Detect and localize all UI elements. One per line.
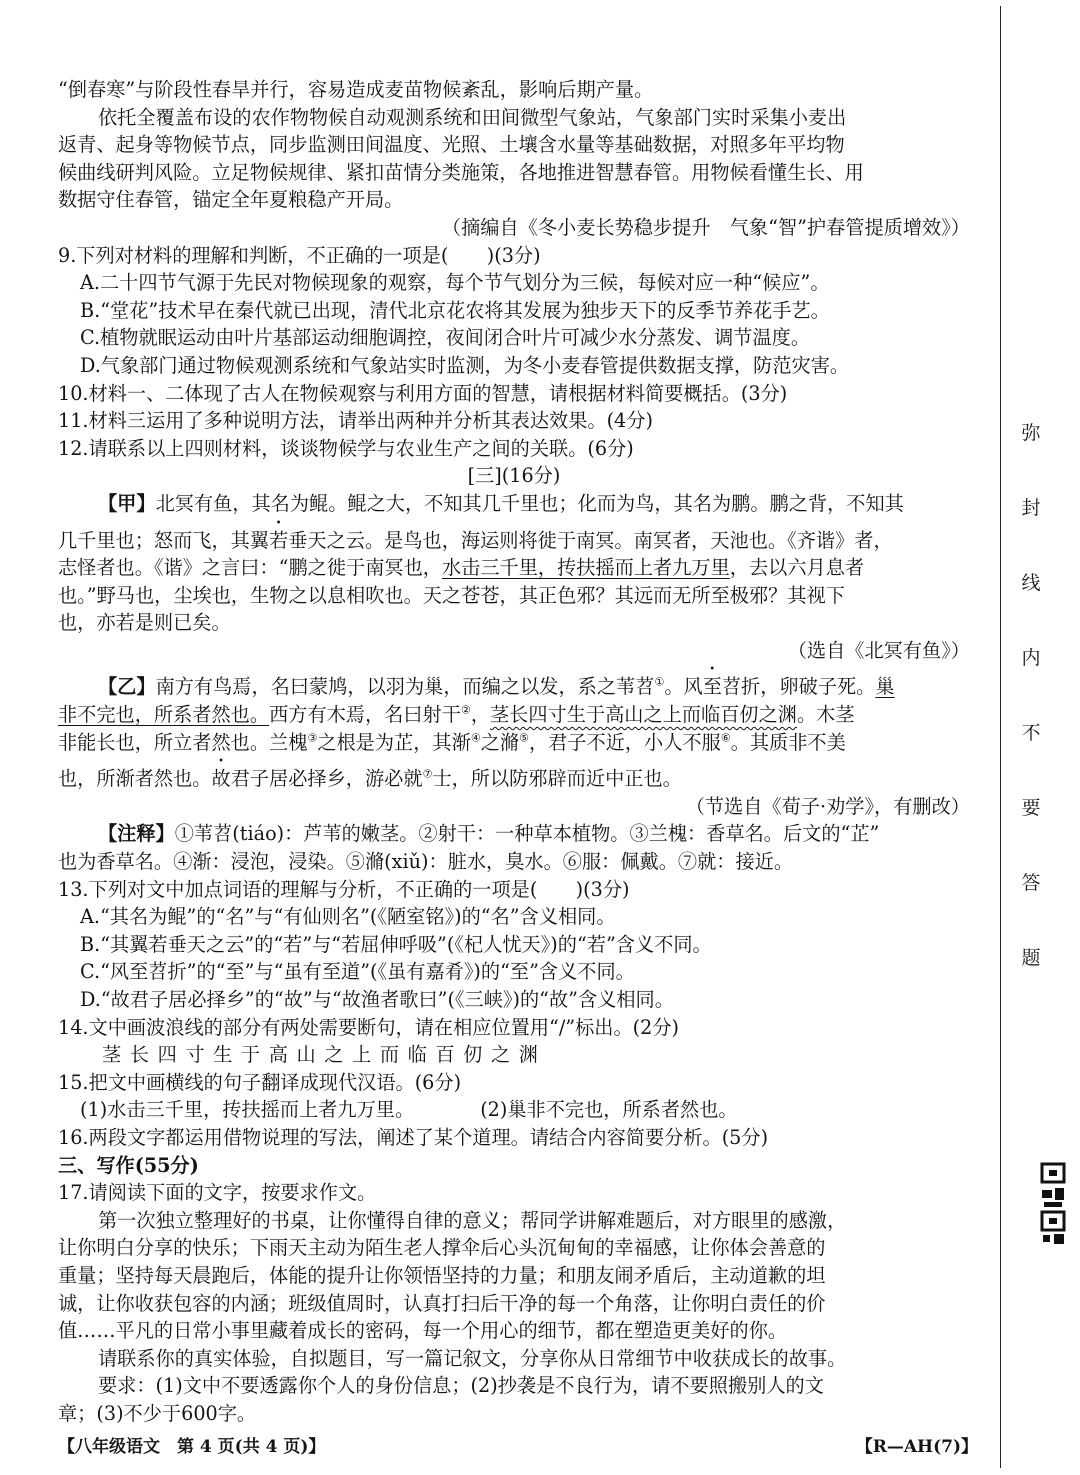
option-b: B.“堂花”技术早在秦代就已出现，清代北京花农将其发展为独步天下的反季节养花手艺。 <box>80 298 830 322</box>
margin-char: 内 <box>1021 647 1041 669</box>
source-note: （选自《北冥有鱼》） <box>787 638 970 662</box>
question-15: 15.把文中画横线的句子翻译成现代汉语。(6分) <box>58 1070 462 1094</box>
translation-items: (1)水击三千里，抟扶摇而上者九万里。 (2)巢非不完也，所系者然也。 <box>80 1098 738 1122</box>
text-line: 返青、起身等物候节点，同步监测田间温度、光照、土壤含水量等基础数据，对照多年平均物 <box>58 133 845 157</box>
sentence-to-punctuate: 茎长四寸生于高山之上而临百仞之渊 <box>102 1043 547 1067</box>
passage-jia-line: 【甲】北冥有鱼，其名为鲲。鲲之大，不知其几千里也；化而为鸟，其名为鹏。鹏之背，不知其 <box>98 491 904 515</box>
option-c: C.植物就眠运动由叶片基部运动细胞调控，夜间闭合叶片可减少水分蒸发、调节温度。 <box>80 326 811 350</box>
margin-char: 线 <box>1021 572 1041 594</box>
prompt-line: 重量；坚持每天晨跑后，体能的提升让你领悟坚持的力量；和朋友闹矛盾后，主动道歉的坦 <box>58 1263 826 1287</box>
passage-label: 【乙】 <box>98 675 156 699</box>
margin-char: 要 <box>1021 797 1041 819</box>
margin-char: 答 <box>1021 872 1041 894</box>
prompt-line: 要求：(1)文中不要透露你个人的身份信息；(2)抄袭是不良行为，请不要照搬别人的文 <box>98 1374 824 1398</box>
dotted-word: 若 <box>269 528 289 552</box>
question-17: 17.请阅读下面的文字，按要求作文。 <box>58 1181 377 1205</box>
option-b: B.“其翼若垂天之云”的“若”与“若屈伸呼吸”(《杞人忧天》)的“若”含义不同。 <box>80 932 712 956</box>
page-footer <box>58 1432 978 1457</box>
notes-line: 也为香草名。④渐：浸泡，浸染。⑤滫(xiǔ)：脏水，臭水。⑥服：佩戴。⑦就：接近。 <box>58 850 794 874</box>
option-c: C.“风至苕折”的“至”与“虽有至道”(《虽有嘉肴》)的“至”含义不同。 <box>80 960 635 984</box>
text-line: 候曲线研判风险。立足物候规律、紧扣苗情分类施策，各地推进智慧春管。用物候看懂生长、用 <box>58 160 864 184</box>
prompt-line: 请联系你的真实体验，自拟题目，写一篇记叙文，分享你从日常细节中收获成长的故事。 <box>98 1346 847 1370</box>
footer-right: 【R—AH(7)】 <box>855 1437 978 1457</box>
exam-content <box>58 76 970 1428</box>
underlined-sentence: 巢 <box>875 675 895 699</box>
passage-yi-line: 也，所渐者然也。故君子居必择乡，游必就⑦士，所以防邪辟而近中正也。 <box>58 767 682 791</box>
writing-heading: 三、写作(55分) <box>58 1153 199 1177</box>
margin-char: 题 <box>1021 947 1041 969</box>
notes-label: 【注释】 <box>98 822 175 846</box>
prompt-line: 章；(3)不少于600字。 <box>58 1401 257 1425</box>
passage-jia-line: 志怪者也。《谐》之言曰：“鹏之徙于南冥也，水击三千里，抟扶摇而上者九万里，去以六月息者 <box>58 556 865 580</box>
option-a: A.“其名为鲲”的“名”与“有仙则名”(《陋室铭》)的“名”含义相同。 <box>80 905 616 929</box>
passage-jia-line: 也，亦若是则已矣。 <box>58 611 231 635</box>
source-note: （节选自《荀子·劝学》，有删改） <box>685 794 970 818</box>
passage-jia-line: 也。”野马也，尘埃也，生物之以息相吹也。天之苍苍，其正色邪？其远而无所至极邪？其视下 <box>58 583 845 607</box>
qr-code-icon <box>1040 1160 1068 1250</box>
question-12: 12.请联系以上四则材料，谈谈物候学与农业生产之间的关联。(6分) <box>58 436 634 460</box>
text-line: “倒春寒”与阶段性春旱并行，容易造成麦苗物候紊乱，影响后期产量。 <box>58 78 654 101</box>
section-heading: [三](16分) <box>467 464 561 488</box>
question-13: 13.下列对文中加点词语的理解与分析，不正确的一项是( )(3分) <box>58 877 630 901</box>
source-note: （摘编自《冬小麦长势稳步提升 气象“智”护春管提质增效》） <box>441 215 970 239</box>
question-14: 14.文中画波浪线的部分有两处需要断句，请在相应位置用“/”标出。(2分) <box>58 1015 680 1039</box>
question-16: 16.两段文字都运用借物说理的写法，阐述了某个道理。请结合内容简要分析。(5分) <box>58 1125 769 1149</box>
notes-line: 【注释】①苇苕(tiáo)：芦苇的嫩茎。②射干：一种草本植物。③兰槐：香草名。后文的“芷” <box>98 822 880 846</box>
wavy-underlined-text: 茎长四寸生于高山之上而临百仞之渊 <box>490 703 797 727</box>
text-line: 依托全覆盖布设的农作物物候自动观测系统和田间微型气象站，气象部门实时采集小麦出 <box>98 105 847 129</box>
text-line: 数据守住春管，锚定全年夏粮稳产开局。 <box>58 188 404 212</box>
margin-char: 封 <box>1021 497 1041 519</box>
passage-jia-line: 几千里也；怒而飞，其翼若垂天之云。是鸟也，海运则将徙于南冥。南冥者，天池也。《齐谐》者， <box>58 528 893 552</box>
passage-yi-line: 【乙】南方有鸟焉，名曰蒙鸠，以羽为巢，而编之以发，系之苇苕①。风至苕折，卵破子死。巢 <box>98 675 895 699</box>
option-a: A.二十四节气源于先民对物候现象的观察，每个节气划分为三候，每候对应一种“候应”。 <box>80 271 830 295</box>
dotted-word: 至 <box>702 675 722 699</box>
underlined-sentence: 非不完也，所系者然也。 <box>58 703 270 727</box>
passage-label: 【甲】 <box>98 491 156 515</box>
footer-left: 【八年级语文 第 4 页(共 4 页)】 <box>58 1437 326 1457</box>
prompt-line: 让你明白分享的快乐；下雨天主动为陌生老人撑伞后心头沉甸甸的幸福感，让你体会善意的 <box>58 1236 826 1260</box>
prompt-line: 第一次独立整理好的书桌，让你懂得自律的意义；帮同学讲解难题后，对方眼里的感激， <box>98 1208 847 1232</box>
passage-yi-line: 非能长也，所立者然也。兰槐③之根是为芷，其渐④之滫⑤，君子不近，小人不服⑥。其质非不美 <box>58 730 846 754</box>
seal-line-warning <box>1014 420 1048 1020</box>
prompt-line: 值……平凡的日常小事里藏着成长的密码，每一个用心的细节，都在塑造更美好的你。 <box>58 1319 788 1343</box>
question-10: 10.材料一、二体现了古人在物候观察与利用方面的智慧，请根据材料简要概括。(3分) <box>58 381 788 405</box>
margin-char: 弥 <box>1021 422 1041 444</box>
option-d: D.气象部门通过物候观测系统和气象站实时监测，为冬小麦春管提供数据支撑，防范灾害。 <box>80 353 850 377</box>
underlined-sentence: 水击三千里，抟扶摇而上者九万里 <box>441 556 730 580</box>
prompt-line: 诚，让你收获包容的内涵；班级值周时，认真打扫后干净的每一个角落，让你明白责任的价 <box>58 1291 826 1315</box>
seal-line <box>1000 6 1001 1468</box>
question-9: 9.下列对材料的理解和判断，不正确的一项是( )(3分) <box>58 243 541 267</box>
question-11: 11.材料三运用了多种说明方法，请举出两种并分析其表达效果。(4分) <box>58 409 653 433</box>
option-d: D.“故君子居必择乡”的“故”与“故渔者歌曰”(《三峡》)的“故”含义相同。 <box>80 988 674 1011</box>
passage-yi-line: 非不完也，所系者然也。西方有木焉，名曰射干②，茎长四寸生于高山之上而临百仞之渊。木茎 <box>58 703 855 727</box>
margin-char: 不 <box>1021 722 1041 744</box>
dotted-word: 故 <box>211 767 231 791</box>
